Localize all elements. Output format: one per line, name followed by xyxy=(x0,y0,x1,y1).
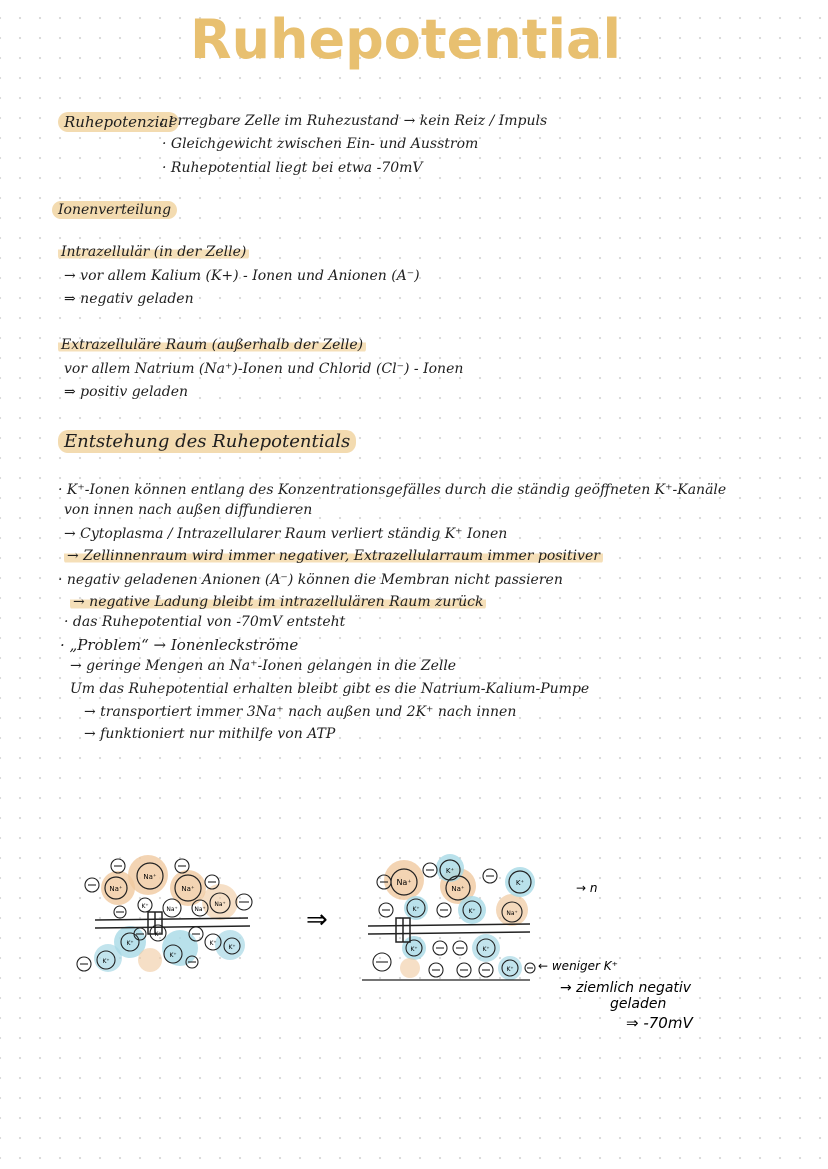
intrazellular-line-1: → vor allem Kalium (K+) - Ionen und Anionen (A⁻) xyxy=(64,268,420,284)
geladen-note: geladen xyxy=(610,996,667,1012)
intrazellular-heading: Intrazellulär (in der Zelle) xyxy=(58,244,249,260)
ion-label: Na⁺ xyxy=(214,901,226,908)
ion-label: Na⁺ xyxy=(109,885,123,893)
ion-label: Na⁺ xyxy=(143,873,157,881)
definition-line-2: · Gleichgewicht zwischen Ein- und Ausstrom xyxy=(162,136,479,152)
ion-label: K⁺ xyxy=(482,946,490,953)
definition-line-1: : erregbare Zelle im Ruhezustand → kein Reiz / Impuls xyxy=(160,113,548,129)
extrazellular-heading: Extrazelluläre Raum (außerhalb der Zelle) xyxy=(58,337,366,353)
ion-label: K⁺ xyxy=(412,906,420,913)
entstehung-line-highlighted: → Zellinnenraum wird immer negativer, Extrazellularraum immer positiver xyxy=(64,548,603,564)
ion-label: Na⁺ xyxy=(166,906,178,913)
entstehung-line: → funktioniert nur mithilfe von ATP xyxy=(84,726,336,742)
ion-label: K⁺ xyxy=(410,946,418,953)
extrazellular-line-1: vor allem Natrium (Na⁺)-Ionen und Chlorid (Cl⁻) - Ionen xyxy=(64,361,464,377)
ion-label: K⁺ xyxy=(102,958,110,965)
negativ-note: → ziemlich negativ xyxy=(560,980,692,996)
entstehung-line: → Cytoplasma / Intrazellularer Raum verliert ständig K⁺ Ionen xyxy=(64,526,508,542)
ion-label: Na⁺ xyxy=(451,885,465,893)
definition-term: Ruhepotenzial xyxy=(58,112,179,132)
weniger-k-note: ← weniger K⁺ xyxy=(538,959,618,973)
entstehung-line: von innen nach außen diffundieren xyxy=(64,502,313,518)
entstehung-line-highlighted: → negative Ladung bleibt im intrazellulären Raum zurück xyxy=(70,594,486,610)
ion-label: K⁺ xyxy=(445,867,455,875)
transition-arrow: ⇒ xyxy=(306,905,328,935)
ion-label: K⁺ xyxy=(154,931,162,938)
voltage-note: ⇒ -70mV xyxy=(626,1014,693,1032)
ion-label: K⁺ xyxy=(209,940,217,947)
ion-label: Na⁺ xyxy=(181,885,195,893)
entstehung-line: → transportiert immer 3Na⁺ nach außen und 2K⁺ nach innen xyxy=(84,704,517,720)
entstehung-line: · das Ruhepotential von -70mV entsteht xyxy=(64,614,346,630)
arrow-n-note: → n xyxy=(576,881,598,895)
entstehung-line: · K⁺-Ionen können entlang des Konzentrationsgefälles durch die ständig geöffneten K⁺-Kanäle xyxy=(58,482,727,498)
ion-label: K⁺ xyxy=(228,944,236,951)
ion-label: Na⁺ xyxy=(396,878,412,887)
ionenverteilung-heading: Ionenverteilung xyxy=(52,201,177,219)
entstehung-line: Um das Ruhepotential erhalten bleibt gibt es die Natrium-Kalium-Pumpe xyxy=(70,681,590,697)
ion-label: K⁺ xyxy=(169,952,177,959)
entstehung-heading: Entstehung des Ruhepotentials xyxy=(58,430,356,453)
left-membrane-diagram xyxy=(77,855,252,972)
ion-label: K⁺ xyxy=(141,903,149,910)
entstehung-line: · „Problem“ → Ionenleckströme xyxy=(60,636,299,654)
ion-label: Na⁺ xyxy=(506,910,518,917)
ion-label: Na⁺ xyxy=(194,906,206,913)
intrazellular-line-2: ⇒ negativ geladen xyxy=(64,291,194,307)
extrazellular-line-2: ⇒ positiv geladen xyxy=(64,384,189,400)
ion-label: K⁺ xyxy=(126,940,134,947)
ion-label: K⁺ xyxy=(515,879,525,887)
ion-diagram xyxy=(0,830,828,1090)
entstehung-line: · negativ geladenen Anionen (A⁻) können die Membran nicht passieren xyxy=(58,572,563,588)
right-membrane-diagram xyxy=(362,854,535,980)
ion-label: K⁺ xyxy=(506,966,514,973)
definition-line-3: · Ruhepotential liegt bei etwa -70mV xyxy=(162,160,423,176)
ion-label: K⁺ xyxy=(468,908,476,915)
entstehung-line: → geringe Mengen an Na⁺-Ionen gelangen in die Zelle xyxy=(70,658,457,674)
page-title: Ruhepotential xyxy=(190,8,621,71)
